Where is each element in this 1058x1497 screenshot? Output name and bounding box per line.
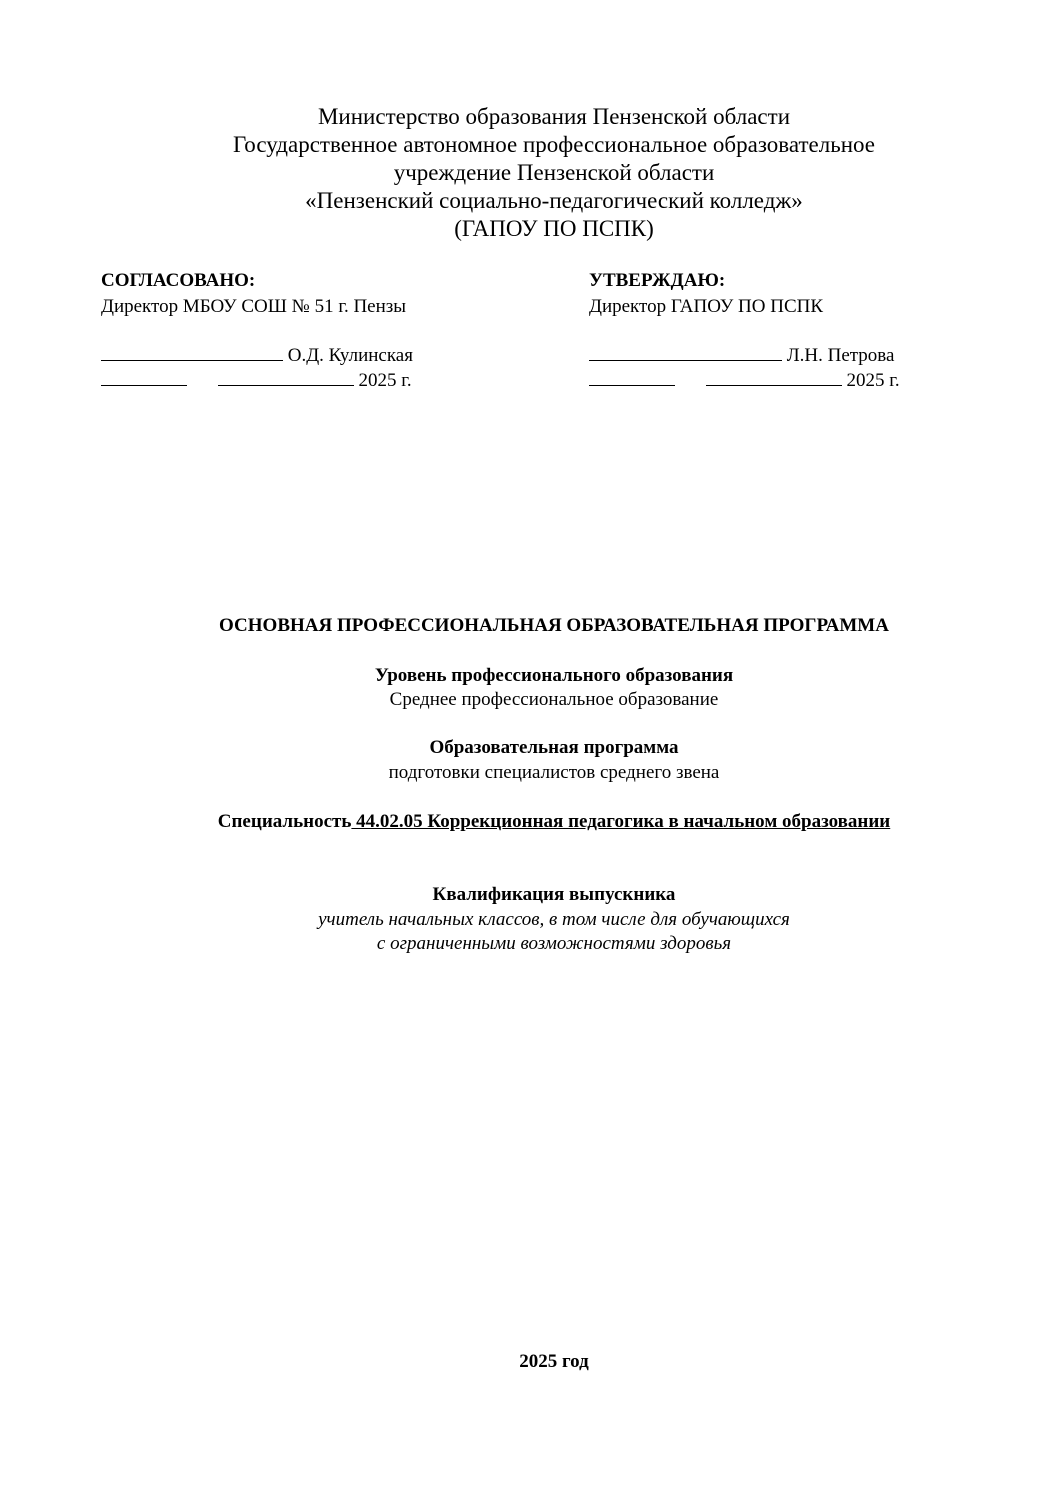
approved-signature-line [589, 343, 894, 368]
agreed-position: Директор МБОУ СОШ № 51 г. Пензы [101, 296, 407, 317]
approved-title: УТВЕРЖДАЮ: [589, 270, 726, 291]
program-label: Образовательная программа [429, 737, 679, 758]
qualification-label: Квалификация выпускника [432, 884, 676, 905]
qualification-line2: с ограниченными возможностями здоровья [376, 933, 732, 954]
institution-header [0, 103, 1058, 243]
approved-year: 2025 г. [846, 370, 900, 391]
agreed-block [101, 268, 406, 320]
agreed-signature-line [101, 343, 413, 368]
approved-block [589, 268, 823, 320]
qualification-line1: учитель начальных классов, в том числе для обучающихся [318, 909, 790, 930]
ministry-name: Министерство образования Пензенской области [317, 104, 791, 129]
agreed-signer: О.Д. Кулинская [287, 345, 413, 366]
date-month-blank [706, 368, 842, 386]
signature-blank [101, 343, 283, 361]
college-name: «Пензенский социально-педагогический колледж» [305, 188, 803, 213]
date-day-blank [101, 368, 187, 386]
institution-name-line1: Государственное автономное профессиональное образовательное [233, 132, 875, 157]
level-value: Среднее профессиональное образование [389, 689, 719, 710]
agreed-date-line [101, 368, 412, 393]
agreed-title: СОГЛАСОВАНО: [101, 270, 256, 291]
level-label: Уровень профессионального образования [374, 665, 734, 686]
agreed-year: 2025 г. [358, 370, 412, 391]
approved-signer: Л.Н. Петрова [786, 345, 895, 366]
program-value: подготовки специалистов среднего звена [388, 762, 720, 783]
institution-name-line2: учреждение Пензенской области [393, 160, 715, 185]
specialty-label: Специальность [217, 811, 352, 832]
specialty-line [0, 809, 1058, 834]
date-month-blank [218, 368, 354, 386]
specialty-value: 44.02.05 Коррекционная педагогика в начальном образовании [351, 811, 891, 832]
signature-blank [589, 343, 782, 361]
date-day-blank [589, 368, 675, 386]
document-year: 2025 год [519, 1351, 589, 1372]
program-title: ОСНОВНАЯ ПРОФЕССИОНАЛЬНАЯ ОБРАЗОВАТЕЛЬНАЯ ПРОГРАММА [219, 615, 889, 636]
college-abbreviation: (ГАПОУ ПО ПСПК) [454, 216, 654, 241]
approved-position: Директор ГАПОУ ПО ПСПК [589, 296, 824, 317]
approved-date-line [589, 368, 900, 393]
